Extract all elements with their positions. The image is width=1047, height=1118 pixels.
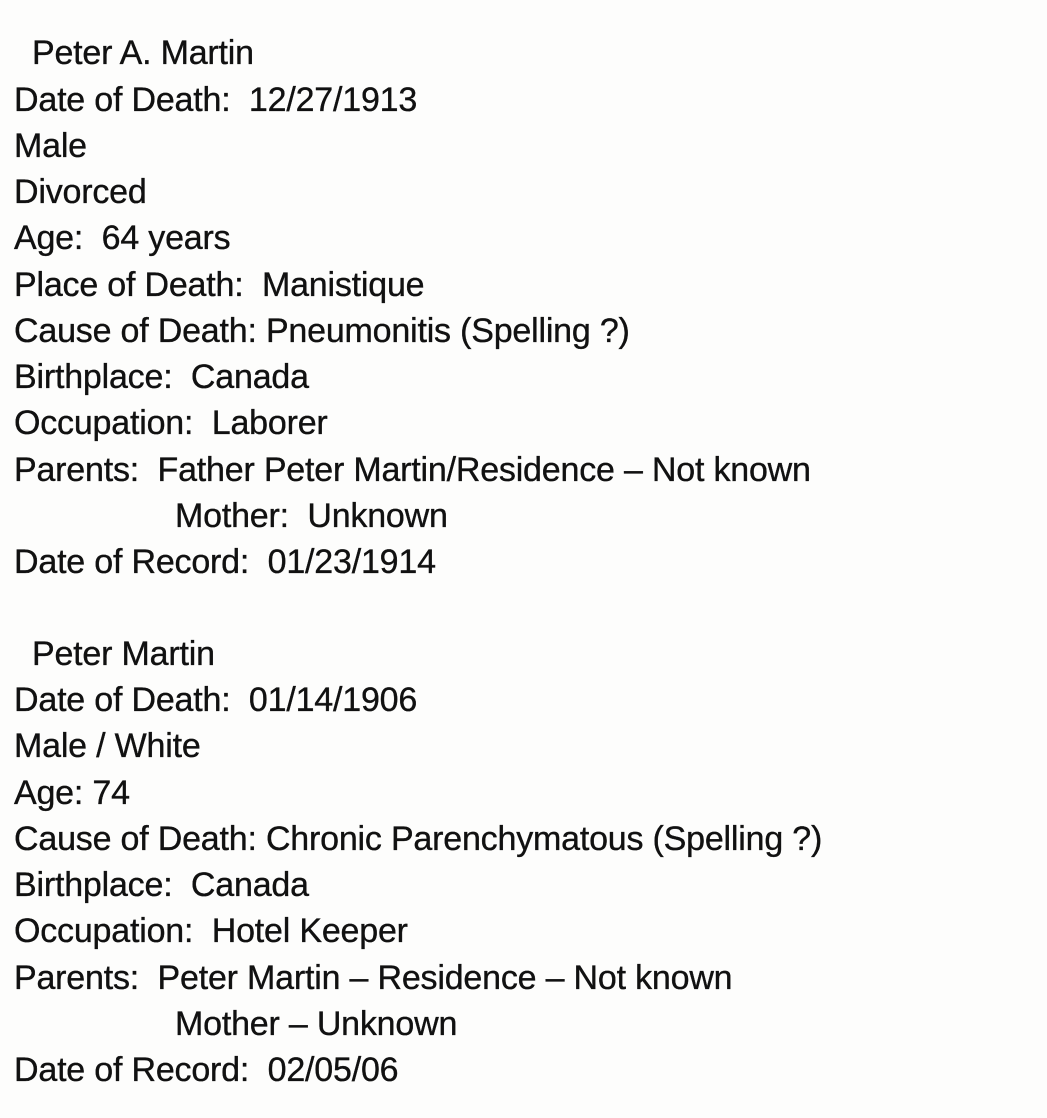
record-2-birthplace: Birthplace: Canada [14,866,309,904]
record-1-marital-status: Divorced [14,173,147,211]
record-1-name: Peter A. Martin [32,34,254,72]
record-2-parents-father: Parents: Peter Martin – Residence – Not known [14,959,733,997]
record-1-date-of-record: Date of Record: 01/23/1914 [14,543,436,581]
record-1-parents-mother: Mother: Unknown [175,497,448,535]
record-2-occupation: Occupation: Hotel Keeper [14,912,408,950]
record-2-name: Peter Martin [32,635,215,673]
record-1-place-of-death: Place of Death: Manistique [14,266,425,304]
record-1-birthplace: Birthplace: Canada [14,358,309,396]
record-2-date-of-record: Date of Record: 02/05/06 [14,1051,399,1089]
record-2-sex-race: Male / White [14,727,201,765]
record-1-parents-father: Parents: Father Peter Martin/Residence – Not known [14,451,811,489]
record-1-occupation: Occupation: Laborer [14,404,328,442]
record-2-date-of-death: Date of Death: 01/14/1906 [14,681,418,719]
record-2-age: Age: 74 [14,774,130,812]
record-1-cause-of-death: Cause of Death: Pneumonitis (Spelling ?) [14,312,630,350]
record-2-parents-mother: Mother – Unknown [175,1005,458,1043]
record-1-sex: Male [14,127,87,165]
record-1-date-of-death: Date of Death: 12/27/1913 [14,81,418,119]
record-2-cause-of-death: Cause of Death: Chronic Parenchymatous (Spelling ?) [14,820,823,858]
record-1-age: Age: 64 years [14,219,231,257]
